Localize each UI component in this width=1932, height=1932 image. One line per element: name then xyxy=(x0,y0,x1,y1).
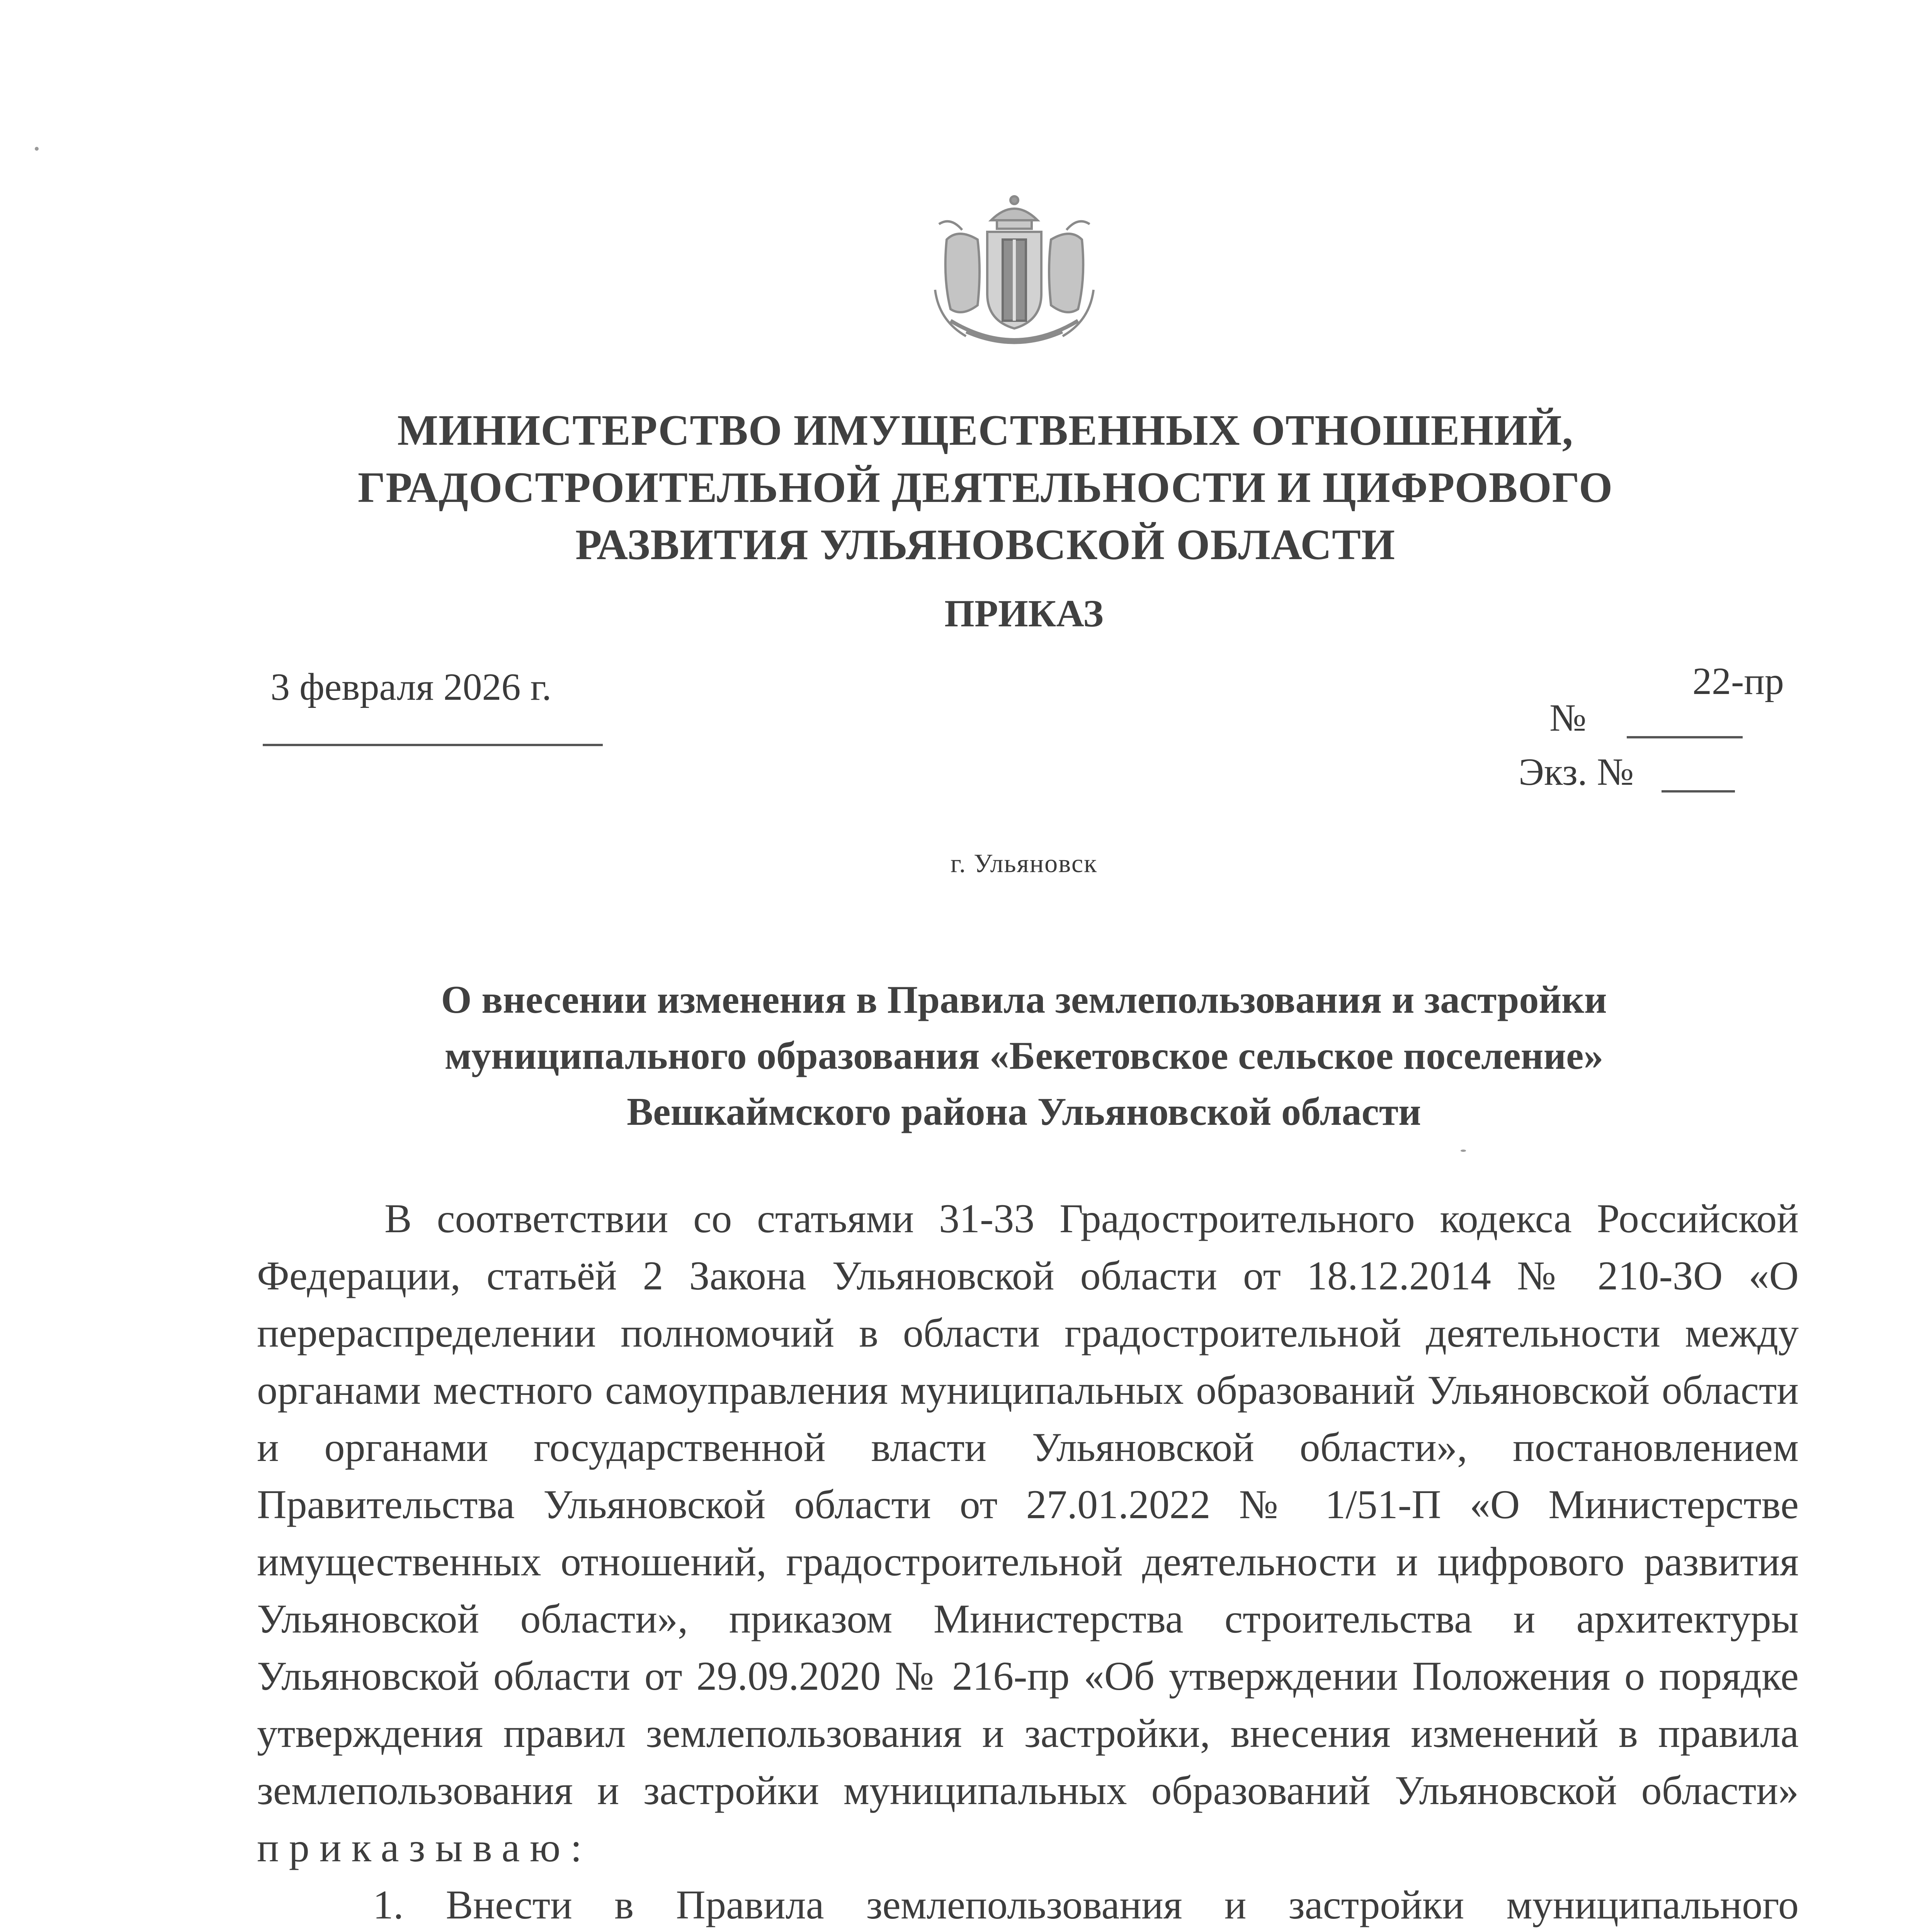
organization-line: ГРАДОСТРОИТЕЛЬНОЙ ДЕЯТЕЛЬНОСТИ И ЦИФРОВОГО xyxy=(357,464,1613,512)
subject-line: О внесении изменения в Правила землепользования и застройки xyxy=(441,978,1607,1022)
copy-number-label: Экз. № xyxy=(1519,750,1634,793)
copy-number-underline xyxy=(1662,790,1735,793)
document-number: 22-пр xyxy=(1692,660,1784,702)
number-underline xyxy=(1627,736,1743,738)
city-name: г. Ульяновск xyxy=(950,849,1098,878)
document-body xyxy=(257,1190,1799,1932)
preamble-text: В соответствии со статьями 31-33 Градостроительного кодекса Российской Федерации, статьёй 2 Закона Ульяновской области от 18.12.2014 № 210-ЗО «О перераспределении полномочий в области градостроительной деятельности между органами местного самоуправления муниципальных образований Ульяновской области и органами государственной власти Ульяновской области», постановлением Правительства Ульяновской области от 27.01.2022 № 1/51-П «О Министерстве имущественных отношений, градостроительной деятельности и цифрового развития Ульяновской области», приказом Министерства строительства и архитектуры Ульяновской области от 29.09.2020 № 216-пр «Об утверждении Положения о порядке утверждения правил землепользования и застройки, внесения изменений в правила землепользования и застройки муниципальных образований Ульяновской области» xyxy=(257,1196,1799,1813)
scan-speck xyxy=(1461,1150,1466,1152)
document-date: 3 февраля 2026 г. xyxy=(270,665,552,708)
document-type: ПРИКАЗ xyxy=(944,592,1104,635)
coat-of-arms-icon xyxy=(923,193,1105,359)
organization-line: РАЗВИТИЯ УЛЬЯНОВСКОЙ ОБЛАСТИ xyxy=(575,521,1395,569)
number-label: № xyxy=(1549,696,1587,739)
date-underline xyxy=(263,744,603,746)
organization-name xyxy=(270,402,1700,573)
document-subject xyxy=(309,972,1739,1140)
organization-line: МИНИСТЕРСТВО ИМУЩЕСТВЕННЫХ ОТНОШЕНИЙ, xyxy=(397,406,1573,454)
order-word: приказываю: xyxy=(257,1825,592,1870)
subject-line: Вешкаймского района Ульяновской области xyxy=(627,1090,1421,1134)
subject-line: муниципального образования «Бекетовское сельское поселение» xyxy=(444,1034,1604,1078)
scan-speck xyxy=(35,147,39,151)
item-1-paragraph: 1. Внести в Правила землепользования и застройки муниципального xyxy=(373,1882,1799,1927)
preamble-paragraph xyxy=(257,1190,1799,1876)
